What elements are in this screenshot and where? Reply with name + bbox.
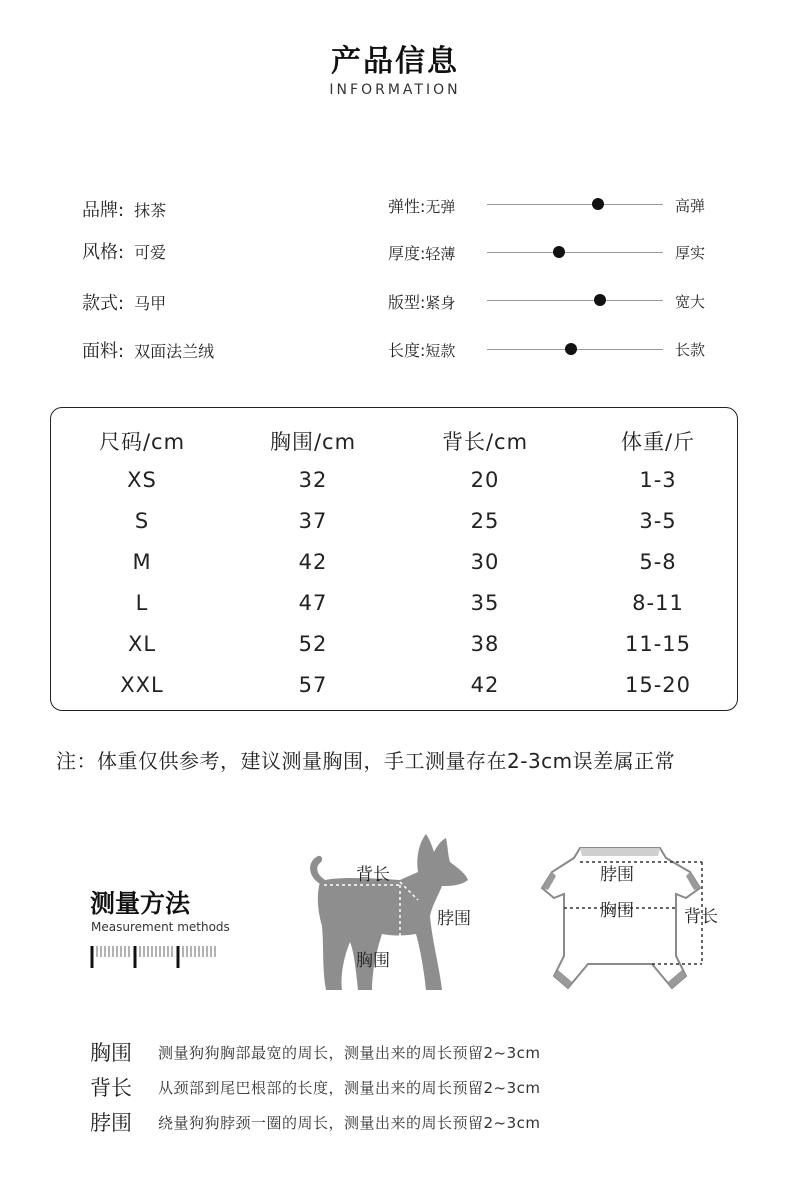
attribute-type <box>82 289 166 315</box>
table-cell: 15-20 <box>624 673 692 697</box>
attribute-value: 双面法兰绒 <box>134 342 215 361</box>
table-cell: 42 <box>298 550 328 574</box>
attribute-value: 可爱 <box>134 243 167 262</box>
table-cell: XS <box>127 468 157 492</box>
table-cell: M <box>132 550 152 574</box>
scale-low: 轻薄 <box>425 245 456 263</box>
ruler-icon <box>90 942 220 970</box>
scale-elasticity-label <box>388 194 455 217</box>
method-title: 测量方法 <box>90 889 191 918</box>
scale-high: 厚实 <box>675 244 706 262</box>
table-cell: 25 <box>470 509 500 533</box>
attribute-style <box>82 238 166 264</box>
legend-term-neck: 脖围 <box>90 1111 132 1135</box>
table-cell: 30 <box>470 550 500 574</box>
table-cell: XXL <box>120 673 164 697</box>
dog-chest-label: 胸围 <box>356 951 390 971</box>
scale-indicator-dot <box>553 246 565 258</box>
method-subtitle: Measurement methods <box>91 920 230 934</box>
table-cell: 20 <box>470 468 500 492</box>
table-cell: 38 <box>470 632 500 656</box>
scale-high: 宽大 <box>675 293 706 311</box>
scale-name: 长度: <box>388 341 426 360</box>
table-cell: S <box>134 509 150 533</box>
garment-chest-label: 胸围 <box>600 901 634 921</box>
table-cell: 8-11 <box>632 591 684 615</box>
scale-high: 长款 <box>675 341 706 359</box>
scale-elasticity-track <box>487 204 663 205</box>
garment-back-label: 背长 <box>684 907 718 927</box>
table-cell: 37 <box>298 509 328 533</box>
scale-thickness-track <box>487 252 663 253</box>
table-cell: 32 <box>298 468 328 492</box>
legend-term-chest: 胸围 <box>90 1041 132 1065</box>
scale-high: 高弹 <box>675 197 706 215</box>
scale-low: 短款 <box>425 342 456 360</box>
attribute-value: 抹茶 <box>134 201 167 220</box>
attribute-key: 面料: <box>82 341 125 362</box>
table-cell: 35 <box>470 591 500 615</box>
scale-indicator-dot <box>565 343 577 355</box>
legend-desc-back: 从颈部到尾巴根部的长度，测量出来的周长预留2~3cm <box>158 1079 541 1097</box>
table-header-cell: 尺码/cm <box>98 430 186 454</box>
size-table <box>50 407 738 711</box>
table-cell: 1-3 <box>639 468 677 492</box>
table-cell: 11-15 <box>624 632 692 656</box>
table-header-cell: 背长/cm <box>441 430 529 454</box>
table-cell: 42 <box>470 673 500 697</box>
scale-length-label <box>388 338 455 361</box>
scale-name: 版型: <box>388 293 426 312</box>
scale-name: 厚度: <box>388 244 426 263</box>
table-cell: 5-8 <box>639 550 677 574</box>
scale-indicator-dot <box>594 294 606 306</box>
table-header-cell: 体重/斤 <box>620 430 696 454</box>
table-header-cell: 胸围/cm <box>269 430 357 454</box>
page-subtitle: INFORMATION <box>329 82 461 98</box>
attribute-brand <box>82 196 166 222</box>
attribute-key: 款式: <box>82 293 125 314</box>
garment-neck-label: 脖围 <box>600 865 634 885</box>
scale-low: 紧身 <box>425 294 456 312</box>
dog-neck-label: 脖围 <box>437 909 471 929</box>
measurement-note: 注：体重仅供参考，建议测量胸围，手工测量存在2-3cm误差属正常 <box>56 749 676 773</box>
scale-fit-track <box>487 300 663 301</box>
table-cell: L <box>135 591 149 615</box>
page-title: 产品信息 <box>331 44 459 79</box>
table-cell: 3-5 <box>639 509 677 533</box>
attribute-key: 品牌: <box>82 200 125 221</box>
legend-desc-chest: 测量狗狗胸部最宽的周长，测量出来的周长预留2~3cm <box>158 1044 541 1062</box>
scale-thickness-label <box>388 241 455 264</box>
table-cell: XL <box>127 632 157 656</box>
legend-desc-neck: 绕量狗狗脖颈一圈的周长，测量出来的周长预留2~3cm <box>158 1114 541 1132</box>
attribute-key: 风格: <box>82 242 125 263</box>
scale-name: 弹性: <box>388 197 426 216</box>
attribute-fabric <box>82 337 214 363</box>
legend-term-back: 背长 <box>90 1076 132 1100</box>
table-cell: 57 <box>298 673 328 697</box>
table-cell: 47 <box>298 591 328 615</box>
scale-indicator-dot <box>592 198 604 210</box>
scale-low: 无弹 <box>425 198 456 216</box>
attribute-value: 马甲 <box>134 294 167 313</box>
dog-back-label: 背长 <box>356 865 390 885</box>
scale-fit-label <box>388 290 455 313</box>
table-cell: 52 <box>298 632 328 656</box>
